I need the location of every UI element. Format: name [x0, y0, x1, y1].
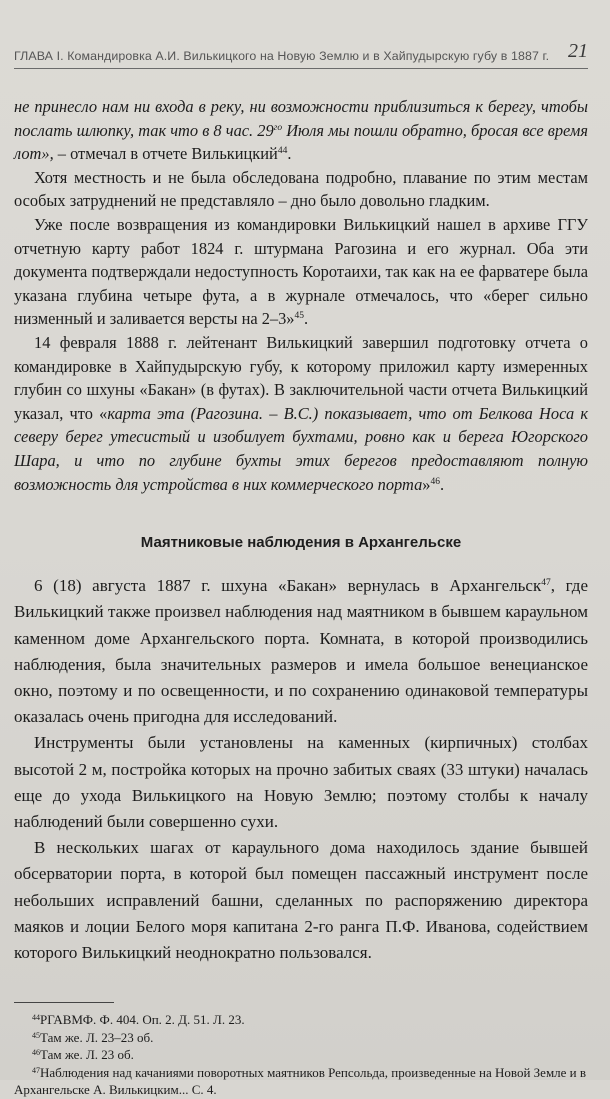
footnote-45	[14, 1029, 588, 1047]
footnote-text: Там же. Л. 23 об.	[40, 1047, 134, 1063]
paragraph-end: .	[287, 144, 292, 164]
paragraph-4	[14, 331, 588, 496]
paragraph-5-rest: , где Вилькицкий также произвел наблюдения над маятником в бывшем караульном каменном доме Архангельского порта. Комната, в которой производились наблюдения, была значительных размеров и имела большое венецианское окно, поэтому и по освещенности, и по сохранению одинаковой температуры оказалась очень пригодна для исследований.	[14, 576, 588, 727]
section-heading: Маятниковые наблюдения в Архангельске	[140, 534, 462, 552]
footnote-number: 45	[32, 1030, 40, 1040]
footnote-ref-45: 45	[294, 311, 305, 322]
paragraph-6: Инструменты были установлены на каменных (кирпичных) столбах высотой 2 м, постройка которых на прочно забитых сваях (33 штуки) началась еще до ухода Вилькицкого на Новую Землю; поэтому столбы к началу наблюдений были совершенно сухи.	[14, 733, 588, 831]
quote-close: »	[422, 474, 431, 494]
footnote-ref-44: 44	[277, 146, 288, 157]
section-2-body	[14, 573, 588, 966]
paragraph-1	[14, 95, 588, 166]
footnote-44	[14, 1011, 588, 1029]
footnote-text: Наблюдения над качаниями поворотных маятников Репсольда, произведенные на Новой Земле и в Архангельске А. Вилькицким... С. 4.	[14, 1064, 587, 1098]
paragraph-2: Хотя местность и не была обследована подробно, плавание по этим местам особых затруднений не представляло – дно было довольно гладким.	[14, 167, 588, 211]
footnote-number: 46	[32, 1048, 40, 1058]
paragraph-3-text: Уже после возвращения из командировки Вилькицкий нашел в архиве ГГУ отчетную карту работ 1824 г. штурмана Рагозина и его журнал. Оба эти документа подтверждали недоступность Коротаихи, так как на ее фарватере была указана глубина четыре фута, а в журнале отмечалось, что «берег сильно низменный и заливается версты на 2–3»	[14, 214, 588, 329]
page-number: 21	[568, 40, 588, 62]
quote-italic-a: не принесло нам ни входа в реку, ни возможности приблизиться к берегу, чтобы послать шлюпку, так что в 8 час. 29	[14, 97, 588, 140]
quote-italic-b: Июля мы пошли обратно, бросая все время лот»,	[14, 120, 588, 164]
section-1-body	[14, 95, 588, 496]
footnote-47	[14, 1064, 588, 1099]
paragraph-3	[14, 213, 588, 331]
footnote-46	[14, 1046, 588, 1064]
footnote-number: 47	[32, 1065, 40, 1075]
paragraph-end: .	[439, 474, 445, 494]
paragraph-4-text: 14 февраля 1888 г. лейтенант Вилькицкий завершил подготовку отчета о командировке в Хайпудырскую губу, к которому приложил карту измеренных глубин со шхуны «Бакан» (в футах). В заключительной части отчета Вилькицкий указал, что «	[14, 332, 588, 423]
paragraph-4-italic-quote: карта эта (Рагозина. – В.С.) показывает, что от Белкова Носа к северу берег утесистый и изобилует бухтами, ровно как и берега Югорского Шара, и что по глубине бухты этих берегов предоставляют полную возможность для устройства в них коммерческого порта	[14, 403, 588, 494]
running-header	[14, 40, 588, 69]
footnotes	[14, 1011, 588, 1099]
footnote-separator	[14, 1002, 114, 1003]
chapter-running-title: ГЛАВА I. Командировка А.И. Вилькицкого на Новую Землю и в Хайпудырскую губу в 1887 г.	[14, 49, 550, 63]
footnote-text: РГАВМФ. Ф. 404. Оп. 2. Д. 51. Л. 23.	[40, 1012, 245, 1028]
footnote-ref-46: 46	[430, 476, 440, 487]
ordinal-superscript: го	[273, 122, 283, 133]
attribution-text: – отмечал в отчете Вилькицкий	[53, 144, 278, 164]
paragraph-end: .	[304, 309, 309, 329]
footnote-number: 44	[32, 1013, 40, 1023]
paragraph-5	[14, 573, 588, 730]
footnote-ref-47: 47	[541, 578, 551, 589]
paragraph-5-text: 6 (18) августа 1887 г. шхуна «Бакан» вернулась в Архангельск	[34, 576, 542, 596]
paragraph-7: В нескольких шагах от караульного дома находилось здание бывшей обсерватории порта, в которой был помещен пассажный инструмент после небольших исправлений башни, сделанных по распоряжению директора маяков и лоции Белого моря капитана 2-го ранга П.Ф. Иванова, содействием которого Вилькицкий неоднократно пользовался.	[14, 838, 588, 962]
footnote-text: Там же. Л. 23–23 об.	[40, 1029, 154, 1045]
